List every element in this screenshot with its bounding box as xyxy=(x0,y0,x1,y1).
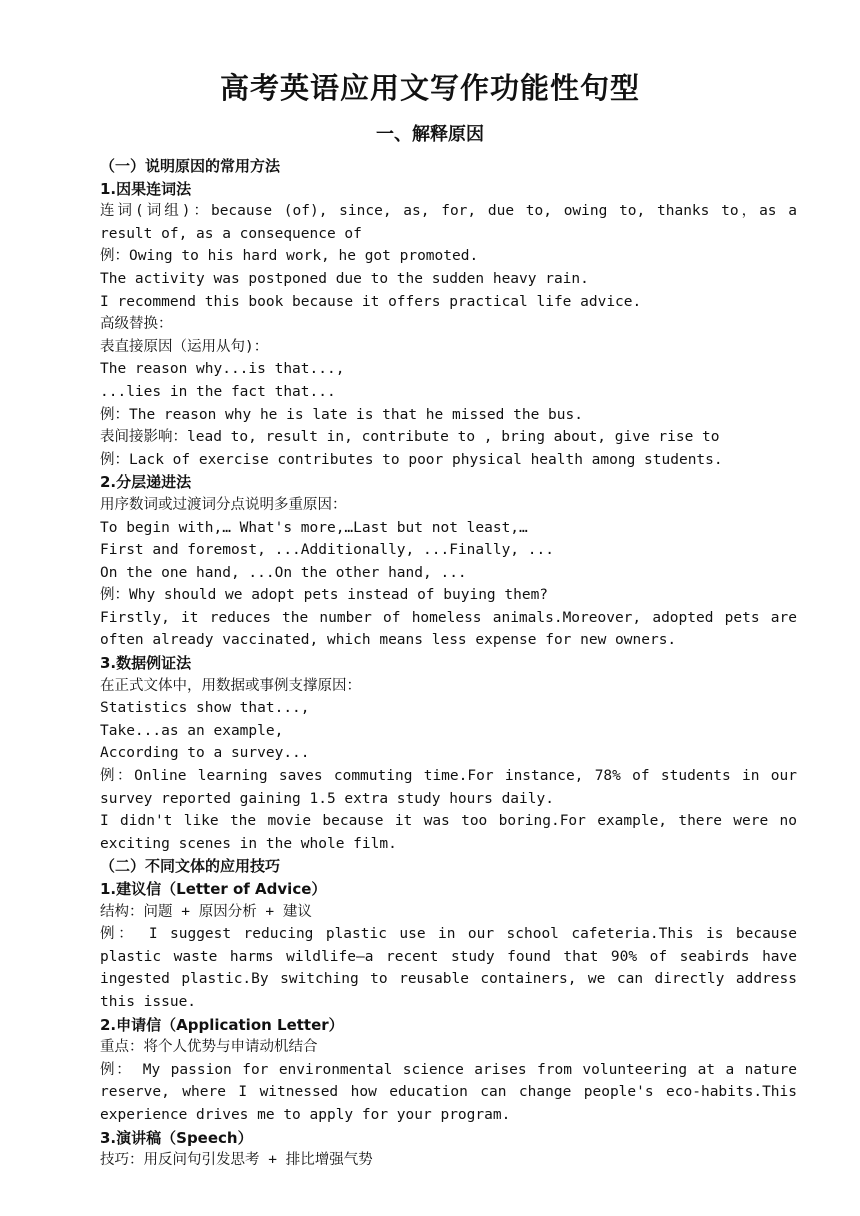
text-line: I recommend this book because it offers practical life advice. xyxy=(100,293,642,310)
sub-heading: 1.因果连词法 xyxy=(100,179,192,198)
text-line: 表间接影响：lead to, result in, contribute to , bring about, give rise to xyxy=(100,429,720,446)
sub-heading: （二）不同文体的应用技巧 xyxy=(100,857,281,876)
text-line: 例：The reason why he is late is that he missed the bus. xyxy=(100,406,583,423)
sub-heading: 3.演讲稿（Speech） xyxy=(100,1128,253,1147)
sub-heading: 3.数据例证法 xyxy=(100,654,192,673)
text-line: 例：Lack of exercise contributes to poor physical health among students. xyxy=(100,451,723,468)
text-line: The reason why...is that..., xyxy=(100,361,345,378)
text-line: 例：Owing to his hard work, he got promoted. xyxy=(100,248,479,265)
text-line: 例： I suggest reducing plastic use in our school cafeteria.This is because plastic waste harms wildlife—a recent study found that 90% of seabirds have ingested plastic.By switching to reusable containers, we can directly address this issue. xyxy=(100,926,806,1010)
text-line: On the one hand, ...On the other hand, ... xyxy=(100,564,467,581)
text-line: 连词(词组)：because (of), since, as, for, due to, owing to, thanks to，as a result of, as a consequence of xyxy=(100,203,806,242)
text-line: 技巧：用反问句引发思考 + 排比增强气势 xyxy=(100,1152,373,1169)
text-line: 例：Why should we adopt pets instead of buying them? xyxy=(100,587,549,604)
section-heading: 一、解释原因 xyxy=(376,124,484,145)
text-line: I didn't like the movie because it was too boring.For example, there were no exciting scenes in the whole film. xyxy=(100,813,806,852)
text-line: 在正式文体中，用数据或事例支撑原因： xyxy=(100,677,361,694)
text-line: Statistics show that..., xyxy=(100,700,310,717)
text-line: Firstly, it reduces the number of homeless animals.Moreover, adopted pets are often already vaccinated, which means less expense for new owners. xyxy=(100,609,806,649)
sub-heading: （一）说明原因的常用方法 xyxy=(100,157,281,175)
sub-heading: 2.分层递进法 xyxy=(100,473,192,492)
text-line: According to a survey... xyxy=(100,745,310,762)
text-line: First and foremost, ...Additionally, ...Finally, ... xyxy=(100,542,554,559)
text-line: 表直接原因（运用从句)： xyxy=(100,338,269,355)
text-line: Take...as an example, xyxy=(100,722,284,739)
text-line: To begin with,… What's more,…Last but not least,… xyxy=(100,519,528,536)
sub-heading: 1.建议信（Letter of Advice） xyxy=(100,880,327,898)
sub-heading: 2.申请信（Application Letter） xyxy=(100,1015,344,1034)
text-line: 高级替换： xyxy=(100,316,173,333)
text-line: 重点：将个人优势与申请动机结合 xyxy=(100,1039,318,1056)
text-line: ...lies in the fact that... xyxy=(100,383,336,400)
document-title: 高考英语应用文写作功能性句型 xyxy=(219,71,640,105)
text-line: 用序数词或过渡词分点说明多重原因： xyxy=(100,496,347,513)
document-body xyxy=(65,155,806,1172)
text-line: The activity was postponed due to the sudden heavy rain. xyxy=(100,270,589,287)
text-line: 例：Online learning saves commuting time.For instance, 78% of students in our survey reported gaining 1.5 extra study hours daily. xyxy=(100,768,806,807)
text-line: 结构：问题 + 原因分析 + 建议 xyxy=(100,903,312,920)
text-line: 例： My passion for environmental science arises from volunteering at a nature reserve, where I witnessed how education can change people's eco-habits.This experience drives me to apply for your program. xyxy=(100,1061,806,1123)
